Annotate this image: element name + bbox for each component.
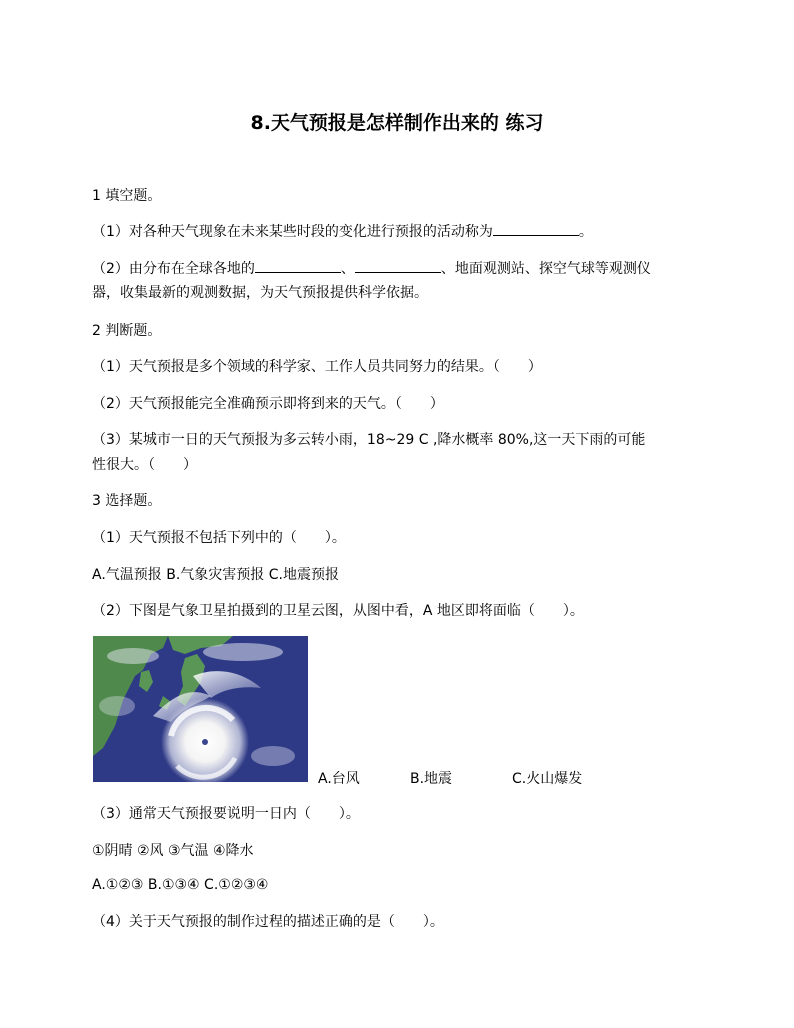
fill-q1-text: （1）对各种天气现象在未来某些时段的变化进行预报的活动称为 (92, 224, 493, 240)
fill-question-2 (92, 258, 651, 278)
judge-question-1: （1）天气预报是多个领域的科学家、工作人员共同努力的结果。（ ） (92, 359, 542, 375)
section-judge-heading: 2 判断题。 (92, 323, 162, 339)
judge-question-3-line2: 性很大。（ ） (92, 457, 197, 473)
satellite-image-graphic (93, 636, 308, 782)
choice-q3-options: A.①②③ B.①③④ C.①②③④ (92, 877, 269, 893)
answer-blank[interactable] (493, 223, 579, 236)
answer-blank[interactable] (355, 260, 441, 273)
choice-question-3: （3）通常天气预报要说明一日内（ ）。 (92, 806, 360, 822)
section-choice-heading: 3 选择题。 (92, 493, 162, 509)
satellite-cloud-image (93, 636, 308, 782)
fill-q2-start: （2）由分布在全球各地的 (92, 261, 255, 277)
choice-question-4: （4）关于天气预报的制作过程的描述正确的是（ ）。 (92, 914, 444, 930)
choice-q2-option-c: C.火山爆发 (512, 771, 583, 787)
fill-q2-line2: 器，收集最新的观测数据，为天气预报提供科学依据。 (92, 285, 428, 301)
choice-q3-items: ①阴晴 ②风 ③气温 ④降水 (92, 843, 254, 859)
fill-q2-mid: 、地面观测站、探空气球等观测仪 (440, 261, 651, 277)
judge-question-2: （2）天气预报能完全准确预示即将到来的天气。（ ） (92, 396, 444, 412)
choice-question-1: （1）天气预报不包括下列中的（ ）。 (92, 530, 346, 546)
page-title: 8.天气预报是怎样制作出来的 练习 (250, 112, 544, 134)
fill-q1-end: 。 (578, 224, 593, 240)
judge-question-3-line1: （3）某城市一日的天气预报为多云转小雨，18~29 C ,降水概率 80%,这一天下雨的可能 (92, 432, 646, 448)
choice-question-2: （2）下图是气象卫星拍摄到的卫星云图，从图中看，A 地区即将面临（ ）。 (92, 603, 584, 619)
answer-blank[interactable] (255, 260, 341, 273)
choice-q2-option-b: B.地震 (410, 771, 453, 787)
fill-q2-sep: 、 (340, 261, 355, 277)
choice-q2-option-a: A.台风 (318, 771, 360, 787)
section-fill-heading: 1 填空题。 (92, 188, 162, 204)
choice-q1-options: A.气温预报 B.气象灾害预报 C.地震预报 (92, 567, 339, 583)
fill-question-1 (92, 221, 593, 241)
